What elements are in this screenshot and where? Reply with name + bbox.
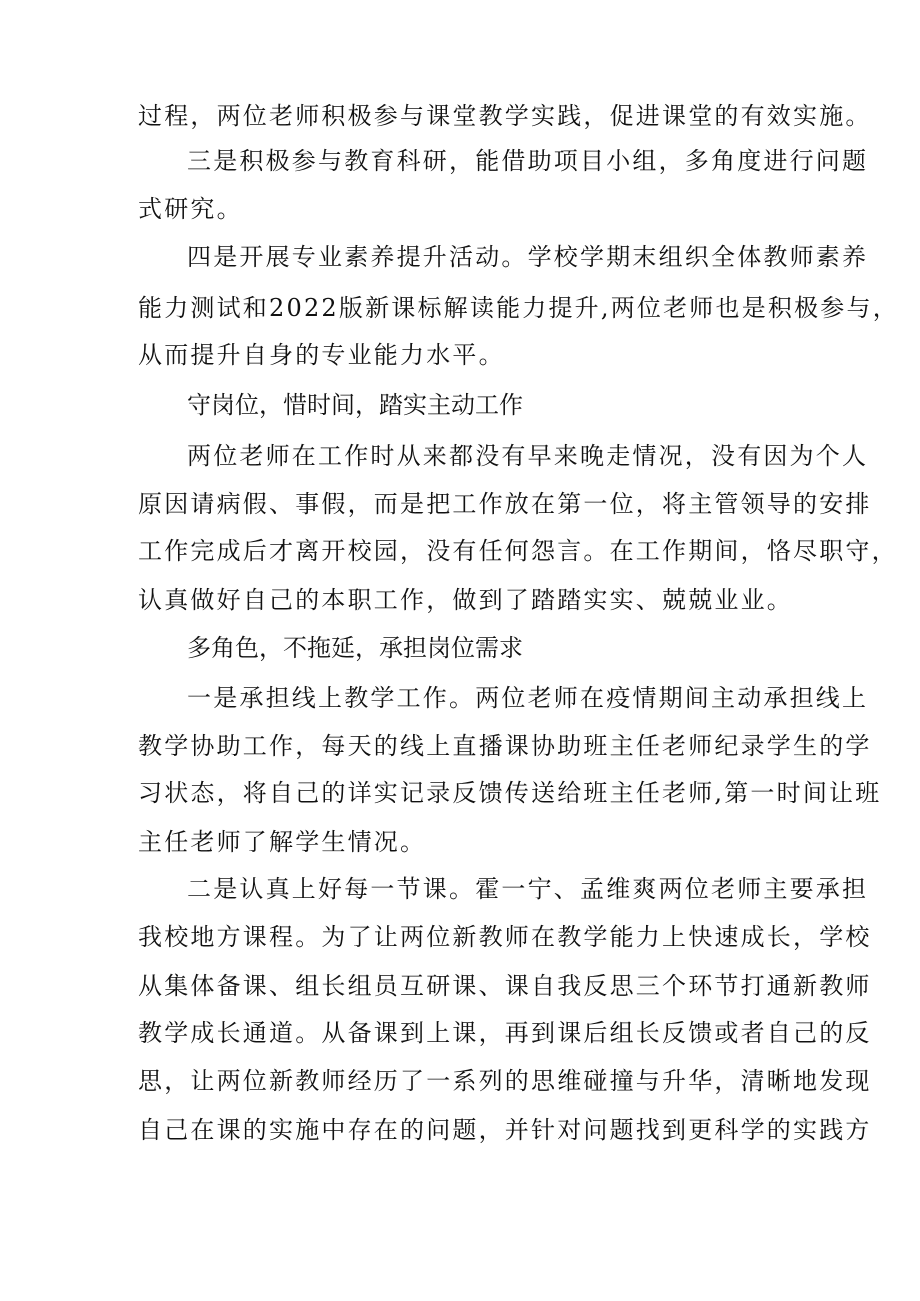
paragraph-3-line-1: 四是开展专业素养提升活动。学校学期末组织全体教师素养 <box>187 243 869 271</box>
paragraph-5-line-3: 习状态，将自己的详实记录反馈传送给班主任老师,第一时间让班 <box>138 779 882 807</box>
paragraph-5-line-4: 主任老师了解学生情况。 <box>138 828 427 856</box>
section-heading-2: 多角色，不拖延，承担岗位需求 <box>187 634 523 662</box>
paragraph-5-line-2: 教学协助工作，每天的线上直播课协助班主任老师纪录学生的学 <box>138 732 872 760</box>
paragraph-3-line-3: 从而提升自身的专业能力水平。 <box>138 341 505 369</box>
paragraph-6-line-1: 二是认真上好每一节课。霍一宁、孟维爽两位老师主要承担 <box>187 875 869 903</box>
section-heading-1: 守岗位，惜时间，踏实主动工作 <box>187 391 523 419</box>
paragraph-4-line-2: 原因请病假、事假，而是把工作放在第一位，将主管领导的安排 <box>138 490 872 518</box>
paragraph-6-line-2: 我校地方课程。为了让两位新教师在教学能力上快速成长，学校 <box>138 923 872 951</box>
paragraph-1-line-1: 过程，两位老师积极参与课堂教学实践，促进课堂的有效实施。 <box>138 102 872 130</box>
paragraph-4-line-3: 工作完成后才离开校园，没有任何怨言。在工作期间，恪尽职守， <box>138 537 898 565</box>
paragraph-6-line-3: 从集体备课、组长组员互研课、课自我反思三个环节打通新教师 <box>138 972 872 1000</box>
paragraph-6-line-4: 教学成长通道。从备课到上课，再到课后组长反馈或者自己的反 <box>138 1019 872 1047</box>
paragraph-4-line-1: 两位老师在工作时从来都没有早来晚走情况，没有因为个人 <box>187 442 869 470</box>
paragraph-5-line-1: 一是承担线上教学工作。两位老师在疫情期间主动承担线上 <box>187 684 869 712</box>
paragraph-6-line-5: 思，让两位新教师经历了一系列的思维碰撞与升华，清晰地发现 <box>138 1067 872 1095</box>
paragraph-4-line-4: 认真做好自己的本职工作，做到了踏踏实实、兢兢业业。 <box>138 586 793 614</box>
paragraph-2-line-1: 三是积极参与教育科研，能借助项目小组，多角度进行问题 <box>187 147 869 175</box>
paragraph-2-line-2: 式研究。 <box>138 195 243 223</box>
paragraph-3-line-2: 能力测试和2022版新课标解读能力提升,两位老师也是积极参与， <box>138 294 899 322</box>
paragraph-6-line-6: 自己在课的实施中存在的问题，并针对问题找到更科学的实践方 <box>138 1116 872 1144</box>
